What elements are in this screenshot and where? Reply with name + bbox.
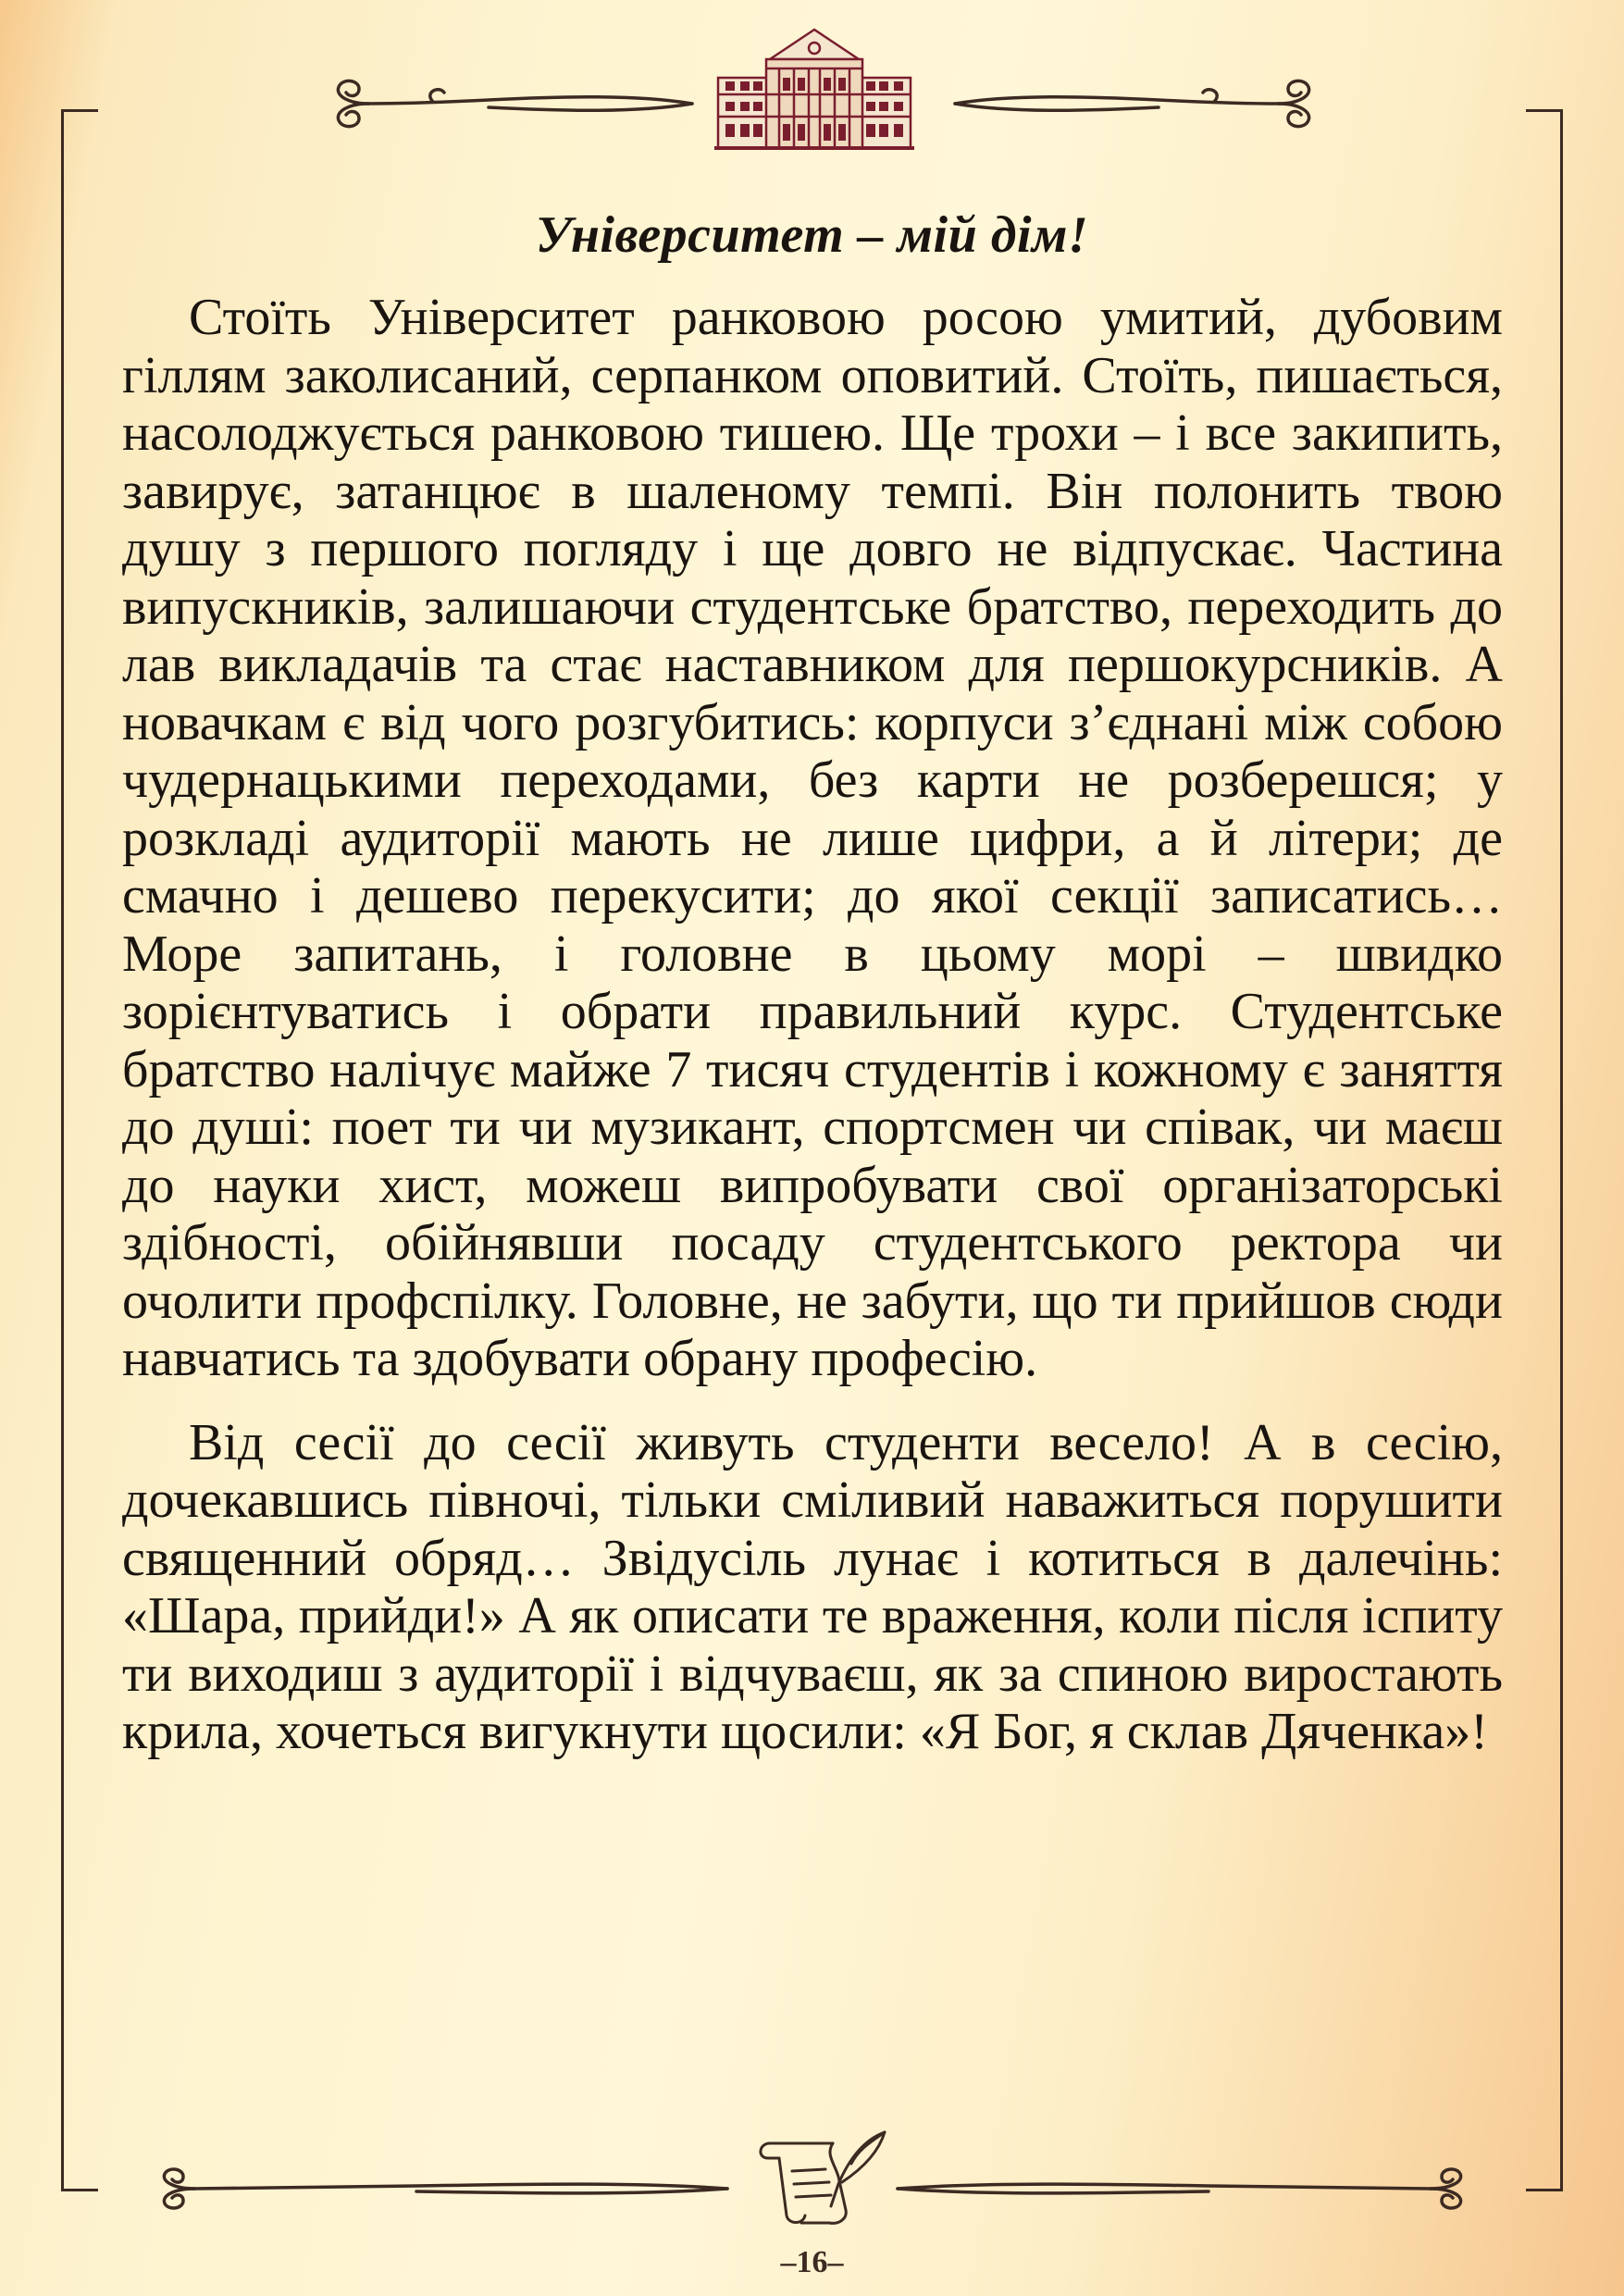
swirl-flourish-icon bbox=[894, 2166, 1486, 2212]
frame-top-left-tick bbox=[61, 109, 98, 112]
frame-right-line bbox=[1560, 109, 1563, 2191]
swirl-flourish-icon bbox=[139, 2166, 731, 2212]
paragraph-1: Стоїть Університет ранковою росою умитий, дубовим гіллям заколисаний, серпанком оповитий. Стоїть, пишається, насолоджується ранковою тишею. Ще трохи – і все закипить, завирує, затанцює в шаленому темпі. Він полонить твою душу з першого погляду і ще довго не відпускає. Частина випускників, залишаючи студентське братство, переходить до лав викладачів та стає наставником для першокурсників. А новачкам є від чого розгубитись: корпуси з’єднані між собою чудернацькими переходами, без карти не розберешся; у розкладі аудиторії мають не лише цифри, а й літери; де смачно і дешево перекусити; до якої секції записатись… Море запитань, і головне в цьому морі – швидко зорієнтуватись і обрати правильний курс. Студентське братство налічує майже 7 тисяч студентів і кожному є заняття до душі: поет ти чи музикант, спортсмен чи співак, чи маєш до науки хист, можеш випробувати свої організаторські здібності, обійнявши посаду студентського ректора чи очолити профспілку. Головне, не забути, що ти прийшов сюди навчатись та здобувати обрану професію. bbox=[122, 289, 1503, 1387]
frame-left-line bbox=[61, 109, 64, 2191]
university-building-icon bbox=[714, 24, 914, 154]
scroll-quill-icon bbox=[750, 2127, 888, 2230]
swirl-flourish-icon bbox=[322, 76, 696, 131]
page-number: –16– bbox=[780, 2245, 844, 2279]
frame-top-right-tick bbox=[1526, 109, 1563, 112]
frame-bottom-right-tick bbox=[1526, 2189, 1563, 2191]
frame-bottom-left-tick bbox=[61, 2189, 98, 2191]
article-body bbox=[122, 289, 1503, 1761]
swirl-flourish-icon bbox=[951, 76, 1325, 131]
paragraph-2: Від сесії до сесії живуть студенти весело! А в сесію, дочекавшись півночі, тільки сміливий наважиться порушити священний обряд… Звідусіль лунає і котиться в далечінь: «Шара, прийди!» А як описати те враження, коли після іспиту ти виходиш з аудиторії і відчуваєш, як за спиною виростають крила, хочеться вигукнути щосили: «Я Бог, я склав Дяченка»! bbox=[122, 1413, 1503, 1760]
page-title: Університет – мій дім! bbox=[535, 206, 1089, 264]
